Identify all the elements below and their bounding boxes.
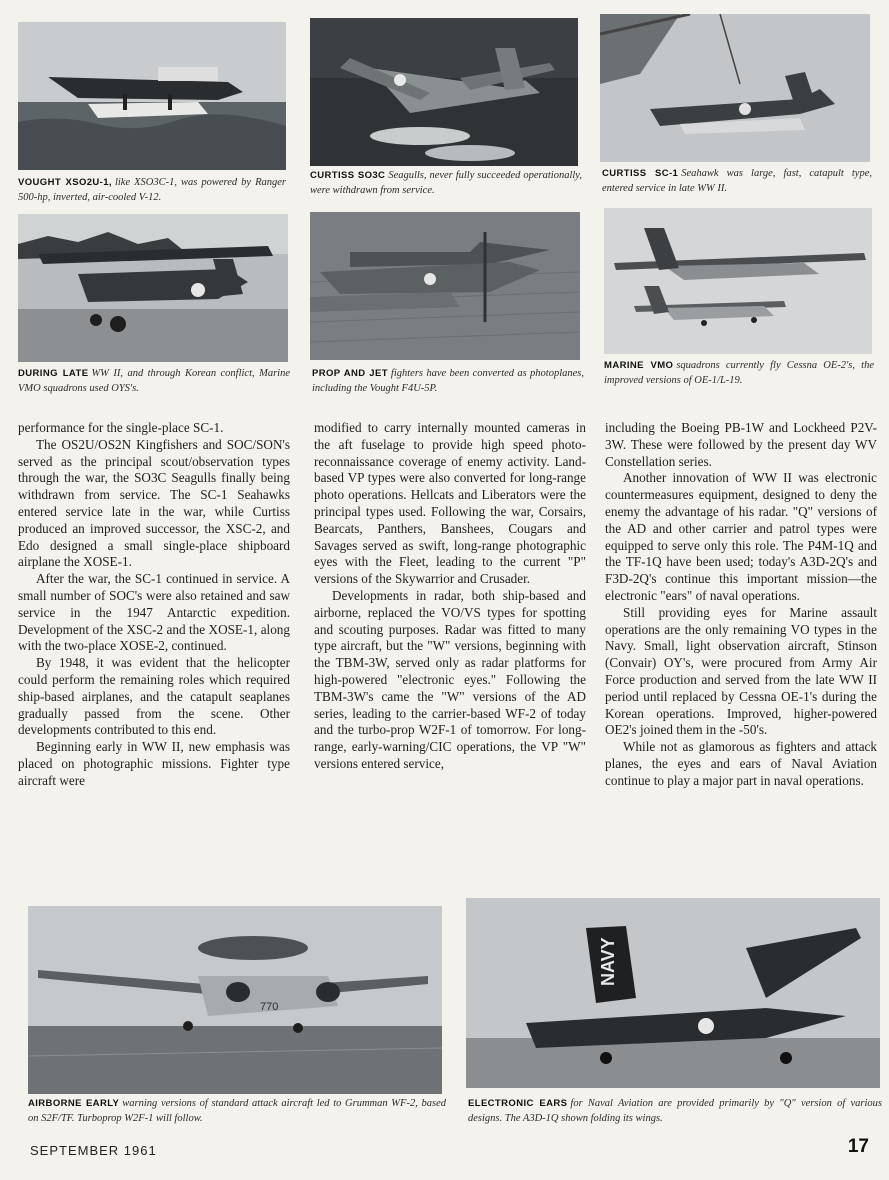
caption-curtiss-so3c: CURTISS SO3C Seagulls, never fully succeeded operationally, were withdrawn from service.: [310, 170, 582, 196]
text-column-1: performance for the single-place SC-1. The OS2U/OS2N Kingfishers and SOC/SON's served as the principal scout/observation types through the war, the SO3C Seagulls finally being withdrawn from service. The SC-1 Seahawks entered service late in the war, while Curtiss produced an improved successor, the XSC-2, and Edo designed a small single-place shipboard airplane the XOSE-1. After the war, the SC-1 continued in service. A small number of SOC's were also retained and saw service in the 1947 Antarctic expedition. Development of the XSC-2 and the XOSE-1, along with the two-place XOSE-2, continued. By 1948, it was evident that the helicopter could perform the remaining roles which required ship-based airplanes, and the catapult seaplanes gradually passed from the scene. Other developments contributed to this end. Beginning early in WW II, new emphasis was placed on photographic missions. Fighter type aircraft were: [18, 420, 290, 788]
caption-grumman-wf2: AIRBORNE EARLY warning versions of standard attack aircraft led to Grumman WF-2, based on S2F/TF. Turboprop W2F-1 will follow.: [28, 1098, 446, 1124]
photo-curtiss-sc1: [600, 14, 870, 162]
page-number: 17: [847, 1136, 869, 1157]
caption-douglas-a3d: ELECTRONIC EARS for Naval Aviation are provided primarily by "Q" version of various designs. The A3D-1Q shown folding its wings.: [468, 1098, 882, 1124]
caption-cessna-oe: MARINE VMO squadrons currently fly Cessna OE-2's, the improved versions of OE-1/L-19.: [604, 360, 875, 386]
text-column-2: modified to carry internally mounted cameras in the aft fuselage to provide high speed photo-reconnaissance coverage of enemy activity. Land-based VP types were also converted for long-range photo operations. Hellcats and Liberators were the principal types used. Following the war, Corsairs, Bearcats, Panthers, Banshees, Cougars and Savages served as swift, long-range photographic eyes with the Fleet, leading to the current "P" versions of the Skywarrior and Crusader. Developments in radar, both ship-based and airborne, replaced the VO/VS types for spotting and scouting purposes. Radar was fitted to many type aircraft, but the "W" versions, beginning with the TBM-3W, served only as radar platforms for high-powered "electronic eyes." Following the TBM-3W's came the "W" versions of the AD series, leading to the carrier-based WF-2 of today and the turbo-prop W2F-1 of tomorrow. For long-range, early-warning/CIC operations, the VP "W" versions entered service,: [314, 420, 586, 771]
photo-curtiss-so3c: [310, 18, 578, 166]
photo-douglas-a3d: [466, 898, 880, 1088]
issue-date: SEPTEMBER 1961: [30, 1143, 157, 1158]
photo-cessna-oe: [604, 208, 872, 354]
wf2-tail-number: 770: [260, 1001, 279, 1013]
caption-prop-and-jet: PROP AND JET fighters have been converted as photoplanes, including the Vought F4U-5P.: [312, 368, 584, 394]
photo-prop-and-jet: [310, 212, 580, 360]
photo-vought-xso2u: [18, 22, 286, 170]
text-column-3: including the Boeing PB-1W and Lockheed P2V-3W. These were followed by the present day WV Constellation series. Another innovation of WW II was electronic countermeasures equipment, designed to deny the enemy the advantage of his radar. "Q" versions of the AD and other carrier and patrol types were equipped to serve only this role. The P4M-1Q and the TF-1Q have been used; today's A3D-2Q's and F3D-2Q's continue this important mission—the electronic "ears" of naval operations. Still providing eyes for Marine assault operations are the only remaining VO types in the Navy. Small, light observation aircraft, Stinson (Convair) OY's, were procured from Army Air Force production and served from the late WW II period until replaced by Cessna OE-1's during the Korean operations. Improved, higher-powered OE2's joined them in the -50's. While not as glamorous as fighters and attack planes, the eyes and ears of Naval Aviation continue to play a major part in naval operations.: [605, 420, 877, 788]
a3d-tail-text: NAVY: [598, 937, 618, 986]
caption-curtiss-sc1: CURTISS SC-1 Seahawk was large, fast, catapult type, entered service in late WW II.: [602, 168, 872, 194]
caption-vought-xso2u: VOUGHT XSO2U-1, like XSO3C-1, was powered by Ranger 500-hp, inverted, air-cooled V-12.: [18, 177, 286, 203]
caption-stinson-oy: DURING LATE WW II, and through Korean conflict, Marine VMO squadrons used OYS's.: [18, 368, 290, 394]
photo-grumman-wf2: [28, 906, 442, 1094]
photo-stinson-oy: [18, 214, 288, 362]
